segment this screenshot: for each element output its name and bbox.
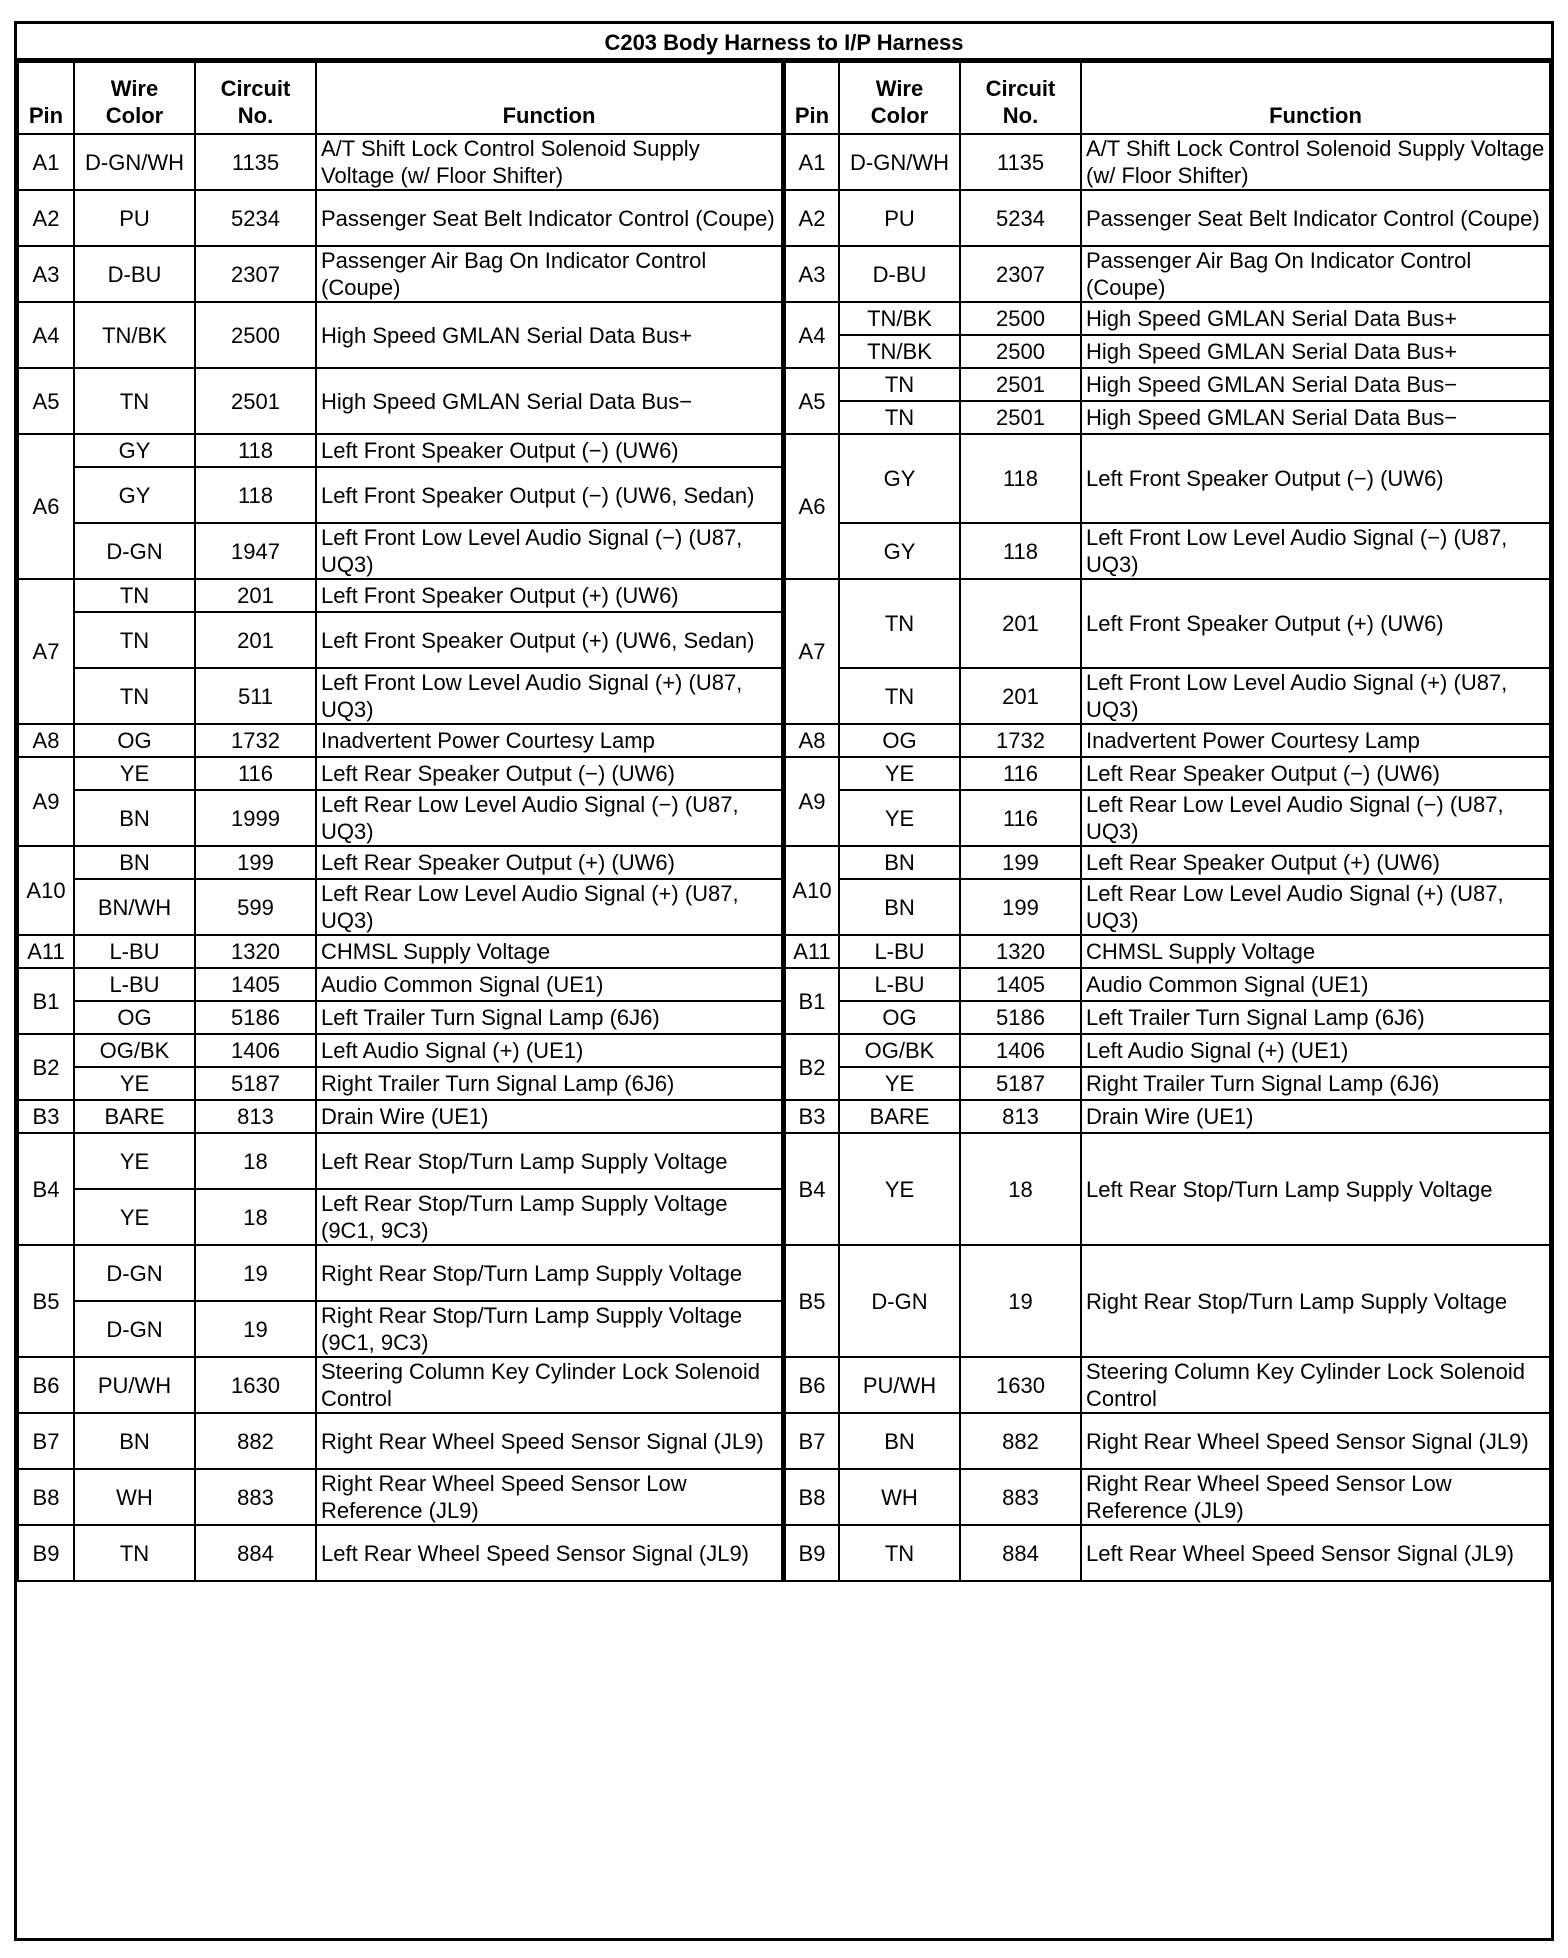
circuit-cell: 884 — [960, 1525, 1081, 1581]
function-cell: Inadvertent Power Courtesy Lamp — [316, 724, 783, 757]
tables-container — [17, 61, 1551, 1582]
wire-color-cell: BN — [839, 1413, 960, 1469]
pin-cell: B2 — [785, 1034, 839, 1100]
function-cell: Drain Wire (UE1) — [316, 1100, 783, 1133]
table-row — [785, 434, 1550, 523]
wire-color-cell: GY — [74, 467, 195, 523]
circuit-cell: 2500 — [960, 335, 1081, 368]
table-row — [18, 1525, 783, 1581]
pin-cell: A3 — [785, 246, 839, 302]
table-row — [18, 579, 783, 612]
pin-cell: A6 — [785, 434, 839, 579]
table-row — [18, 724, 783, 757]
table-row — [18, 1034, 783, 1067]
circuit-cell: 118 — [195, 434, 316, 467]
wire-color-cell: YE — [74, 1133, 195, 1189]
wire-color-cell: TN — [839, 1525, 960, 1581]
table-row — [18, 1469, 783, 1525]
table-row — [785, 1100, 1550, 1133]
function-cell: Left Rear Speaker Output (+) (UW6) — [1081, 846, 1550, 879]
pin-cell: B9 — [785, 1525, 839, 1581]
function-cell: Left Trailer Turn Signal Lamp (6J6) — [1081, 1001, 1550, 1034]
wire-color-cell: TN — [74, 579, 195, 612]
table-row — [785, 846, 1550, 879]
function-cell: Left Front Speaker Output (−) (UW6) — [316, 434, 783, 467]
table-row — [18, 1413, 783, 1469]
circuit-cell: 5187 — [195, 1067, 316, 1100]
function-cell: High Speed GMLAN Serial Data Bus+ — [316, 302, 783, 368]
pin-header: Pin — [785, 62, 839, 134]
table-row — [18, 612, 783, 668]
table-row — [785, 1133, 1550, 1245]
function-cell: High Speed GMLAN Serial Data Bus+ — [1081, 335, 1550, 368]
header-row — [18, 62, 783, 134]
function-cell: Left Rear Speaker Output (−) (UW6) — [1081, 757, 1550, 790]
circuit-cell: 116 — [960, 757, 1081, 790]
function-cell: Passenger Air Bag On Indicator Control (Coupe) — [316, 246, 783, 302]
circuit-cell: 18 — [195, 1189, 316, 1245]
table-row — [18, 757, 783, 790]
circuit-cell: 2501 — [960, 368, 1081, 401]
function-cell: Right Rear Wheel Speed Sensor Signal (JL9) — [316, 1413, 783, 1469]
table-row — [785, 335, 1550, 368]
circuit-cell: 813 — [960, 1100, 1081, 1133]
wire-color-cell: YE — [839, 757, 960, 790]
function-cell: A/T Shift Lock Control Solenoid Supply Voltage (w/ Floor Shifter) — [1081, 134, 1550, 190]
wire-color-cell: D-BU — [839, 246, 960, 302]
function-cell: Left Rear Low Level Audio Signal (+) (U87, UQ3) — [316, 879, 783, 935]
pin-cell: A7 — [18, 579, 74, 724]
function-cell: Left Front Low Level Audio Signal (−) (U87, UQ3) — [1081, 523, 1550, 579]
circuit-cell: 599 — [195, 879, 316, 935]
circuit-cell: 511 — [195, 668, 316, 724]
circuit-cell: 19 — [195, 1301, 316, 1357]
wire-color-cell: GY — [839, 434, 960, 523]
table-row — [18, 846, 783, 879]
circuit-cell: 2307 — [195, 246, 316, 302]
function-cell: Left Rear Wheel Speed Sensor Signal (JL9) — [316, 1525, 783, 1581]
pin-cell: B6 — [785, 1357, 839, 1413]
wire-color-cell: YE — [74, 1189, 195, 1245]
left-pin-table — [17, 61, 784, 1582]
function-cell: Left Rear Stop/Turn Lamp Supply Voltage (9C1, 9C3) — [316, 1189, 783, 1245]
table-row — [18, 190, 783, 246]
function-cell: Left Rear Low Level Audio Signal (−) (U87, UQ3) — [1081, 790, 1550, 846]
table-row — [18, 523, 783, 579]
pin-cell: B1 — [785, 968, 839, 1034]
table-row — [785, 1357, 1550, 1413]
circuit-cell: 1405 — [960, 968, 1081, 1001]
wire-color-header: Wire Color — [839, 62, 960, 134]
function-cell: Left Front Speaker Output (−) (UW6, Sedan) — [316, 467, 783, 523]
table-row — [785, 879, 1550, 935]
wire-color-cell: BN/WH — [74, 879, 195, 935]
table-row — [785, 368, 1550, 401]
table-row — [785, 1469, 1550, 1525]
pin-cell: B1 — [18, 968, 74, 1034]
function-cell: Left Audio Signal (+) (UE1) — [1081, 1034, 1550, 1067]
circuit-cell: 201 — [960, 668, 1081, 724]
function-cell: Right Rear Wheel Speed Sensor Signal (JL9) — [1081, 1413, 1550, 1469]
pin-cell: B6 — [18, 1357, 74, 1413]
function-cell: Left Rear Low Level Audio Signal (+) (U87, UQ3) — [1081, 879, 1550, 935]
pin-cell: A2 — [785, 190, 839, 246]
table-row — [785, 968, 1550, 1001]
wire-color-cell: TN/BK — [839, 302, 960, 335]
pin-cell: B8 — [18, 1469, 74, 1525]
table-row — [785, 1525, 1550, 1581]
function-cell: Left Rear Speaker Output (+) (UW6) — [316, 846, 783, 879]
table-row — [785, 1245, 1550, 1357]
function-cell: Right Rear Stop/Turn Lamp Supply Voltage (9C1, 9C3) — [316, 1301, 783, 1357]
circuit-cell: 2501 — [195, 368, 316, 434]
function-header: Function — [1081, 62, 1550, 134]
table-row — [18, 302, 783, 368]
circuit-cell: 118 — [960, 434, 1081, 523]
wire-color-cell: TN — [74, 668, 195, 724]
function-cell: Left Rear Wheel Speed Sensor Signal (JL9) — [1081, 1525, 1550, 1581]
circuit-cell: 883 — [195, 1469, 316, 1525]
pin-cell: A8 — [785, 724, 839, 757]
function-cell: Audio Common Signal (UE1) — [316, 968, 783, 1001]
circuit-cell: 1406 — [195, 1034, 316, 1067]
right-half — [784, 61, 1551, 1582]
function-cell: Left Rear Stop/Turn Lamp Supply Voltage — [316, 1133, 783, 1189]
wire-color-cell: OG/BK — [839, 1034, 960, 1067]
table-row — [785, 190, 1550, 246]
function-cell: Left Rear Speaker Output (−) (UW6) — [316, 757, 783, 790]
circuit-cell: 882 — [195, 1413, 316, 1469]
right-table-body — [785, 134, 1550, 1581]
pin-cell: A1 — [785, 134, 839, 190]
function-cell: Left Trailer Turn Signal Lamp (6J6) — [316, 1001, 783, 1034]
wire-color-cell: TN — [839, 668, 960, 724]
table-row — [18, 1067, 783, 1100]
pin-cell: B4 — [18, 1133, 74, 1245]
circuit-cell: 118 — [960, 523, 1081, 579]
wire-color-cell: TN/BK — [839, 335, 960, 368]
table-row — [18, 668, 783, 724]
left-half — [17, 61, 784, 1582]
wire-color-cell: OG — [839, 1001, 960, 1034]
table-row — [18, 1245, 783, 1301]
connector-table-sheet — [14, 21, 1554, 1941]
circuit-cell: 883 — [960, 1469, 1081, 1525]
function-cell: Left Front Speaker Output (+) (UW6) — [316, 579, 783, 612]
circuit-header: Circuit No. — [195, 62, 316, 134]
wire-color-cell: D-GN/WH — [839, 134, 960, 190]
wire-color-cell: TN — [74, 612, 195, 668]
function-cell: A/T Shift Lock Control Solenoid Supply Voltage (w/ Floor Shifter) — [316, 134, 783, 190]
pin-cell: A9 — [18, 757, 74, 846]
wire-color-cell: TN/BK — [74, 302, 195, 368]
function-cell: Left Front Speaker Output (+) (UW6) — [1081, 579, 1550, 668]
header-row — [785, 62, 1550, 134]
pin-cell: A9 — [785, 757, 839, 846]
function-cell: Right Trailer Turn Signal Lamp (6J6) — [316, 1067, 783, 1100]
table-row — [785, 246, 1550, 302]
wire-color-cell: OG — [74, 724, 195, 757]
pin-cell: B5 — [785, 1245, 839, 1357]
wire-color-cell: TN — [74, 1525, 195, 1581]
wire-color-cell: TN — [839, 401, 960, 434]
pin-cell: A3 — [18, 246, 74, 302]
function-cell: Steering Column Key Cylinder Lock Solenoid Control — [1081, 1357, 1550, 1413]
wire-color-cell: L-BU — [839, 968, 960, 1001]
circuit-cell: 1320 — [195, 935, 316, 968]
table-row — [785, 1413, 1550, 1469]
right-pin-table — [784, 61, 1551, 1582]
circuit-cell: 199 — [960, 879, 1081, 935]
function-cell: Right Rear Stop/Turn Lamp Supply Voltage — [1081, 1245, 1550, 1357]
table-row — [18, 879, 783, 935]
wire-color-cell: WH — [74, 1469, 195, 1525]
circuit-cell: 2500 — [960, 302, 1081, 335]
function-cell: Left Rear Stop/Turn Lamp Supply Voltage — [1081, 1133, 1550, 1245]
function-cell: Audio Common Signal (UE1) — [1081, 968, 1550, 1001]
circuit-cell: 1999 — [195, 790, 316, 846]
table-row — [785, 935, 1550, 968]
wire-color-cell: BN — [839, 879, 960, 935]
table-row — [785, 1034, 1550, 1067]
wire-color-cell: L-BU — [74, 935, 195, 968]
circuit-cell: 2307 — [960, 246, 1081, 302]
table-row — [785, 302, 1550, 335]
wire-color-cell: OG — [74, 1001, 195, 1034]
circuit-cell: 5187 — [960, 1067, 1081, 1100]
pin-cell: A7 — [785, 579, 839, 724]
function-cell: Passenger Seat Belt Indicator Control (Coupe) — [316, 190, 783, 246]
wire-color-cell: YE — [839, 790, 960, 846]
table-row — [18, 968, 783, 1001]
wire-color-cell: OG/BK — [74, 1034, 195, 1067]
table-row — [785, 401, 1550, 434]
circuit-cell: 201 — [195, 612, 316, 668]
wire-color-cell: D-GN — [839, 1245, 960, 1357]
wire-color-cell: PU/WH — [839, 1357, 960, 1413]
table-row — [18, 1133, 783, 1189]
circuit-cell: 1405 — [195, 968, 316, 1001]
table-row — [18, 1001, 783, 1034]
table-row — [18, 1100, 783, 1133]
circuit-cell: 884 — [195, 1525, 316, 1581]
table-row — [18, 1357, 783, 1413]
table-row — [785, 1067, 1550, 1100]
wire-color-cell: GY — [74, 434, 195, 467]
table-row — [18, 134, 783, 190]
wire-color-cell: BN — [839, 846, 960, 879]
function-cell: Right Rear Wheel Speed Sensor Low Reference (JL9) — [1081, 1469, 1550, 1525]
function-cell: High Speed GMLAN Serial Data Bus− — [1081, 401, 1550, 434]
circuit-cell: 882 — [960, 1413, 1081, 1469]
circuit-cell: 5234 — [960, 190, 1081, 246]
function-cell: High Speed GMLAN Serial Data Bus− — [1081, 368, 1550, 401]
wire-color-cell: BN — [74, 1413, 195, 1469]
table-row — [18, 246, 783, 302]
circuit-cell: 18 — [195, 1133, 316, 1189]
table-row — [18, 790, 783, 846]
function-cell: Steering Column Key Cylinder Lock Solenoid Control — [316, 1357, 783, 1413]
circuit-header: Circuit No. — [960, 62, 1081, 134]
circuit-cell: 2500 — [195, 302, 316, 368]
wire-color-cell: PU/WH — [74, 1357, 195, 1413]
function-header: Function — [316, 62, 783, 134]
circuit-cell: 1630 — [960, 1357, 1081, 1413]
function-cell: Drain Wire (UE1) — [1081, 1100, 1550, 1133]
left-table-body — [18, 134, 783, 1581]
table-row — [18, 467, 783, 523]
circuit-cell: 1135 — [195, 134, 316, 190]
function-cell: Left Front Speaker Output (−) (UW6) — [1081, 434, 1550, 523]
pin-cell: B8 — [785, 1469, 839, 1525]
pin-cell: A4 — [18, 302, 74, 368]
wire-color-cell: D-GN — [74, 523, 195, 579]
circuit-cell: 5234 — [195, 190, 316, 246]
circuit-cell: 1732 — [960, 724, 1081, 757]
wire-color-cell: TN — [839, 368, 960, 401]
circuit-cell: 18 — [960, 1133, 1081, 1245]
circuit-cell: 5186 — [960, 1001, 1081, 1034]
wire-color-cell: D-GN/WH — [74, 134, 195, 190]
table-row — [785, 724, 1550, 757]
pin-cell: B9 — [18, 1525, 74, 1581]
pin-cell: A6 — [18, 434, 74, 579]
circuit-cell: 199 — [195, 846, 316, 879]
circuit-cell: 1135 — [960, 134, 1081, 190]
pin-cell: B4 — [785, 1133, 839, 1245]
wire-color-cell: L-BU — [839, 935, 960, 968]
pin-cell: B5 — [18, 1245, 74, 1357]
table-row — [785, 790, 1550, 846]
circuit-cell: 1320 — [960, 935, 1081, 968]
pin-cell: A11 — [785, 935, 839, 968]
circuit-cell: 1406 — [960, 1034, 1081, 1067]
wire-color-cell: PU — [839, 190, 960, 246]
function-cell: CHMSL Supply Voltage — [1081, 935, 1550, 968]
wire-color-cell: WH — [839, 1469, 960, 1525]
circuit-cell: 116 — [960, 790, 1081, 846]
function-cell: Left Front Low Level Audio Signal (+) (U87, UQ3) — [316, 668, 783, 724]
wire-color-cell: YE — [839, 1133, 960, 1245]
pin-cell: A5 — [785, 368, 839, 434]
pin-cell: A2 — [18, 190, 74, 246]
table-row — [18, 1301, 783, 1357]
wire-color-cell: YE — [74, 1067, 195, 1100]
table-title: C203 Body Harness to I/P Harness — [17, 24, 1551, 61]
pin-cell: B2 — [18, 1034, 74, 1100]
function-cell: Passenger Seat Belt Indicator Control (Coupe) — [1081, 190, 1550, 246]
circuit-cell: 1732 — [195, 724, 316, 757]
wire-color-header: Wire Color — [74, 62, 195, 134]
table-row — [18, 1189, 783, 1245]
function-cell: Left Front Low Level Audio Signal (+) (U87, UQ3) — [1081, 668, 1550, 724]
circuit-cell: 19 — [960, 1245, 1081, 1357]
circuit-cell: 201 — [195, 579, 316, 612]
table-row — [785, 668, 1550, 724]
pin-cell: B3 — [18, 1100, 74, 1133]
table-row — [785, 757, 1550, 790]
circuit-cell: 813 — [195, 1100, 316, 1133]
function-cell: Right Rear Wheel Speed Sensor Low Reference (JL9) — [316, 1469, 783, 1525]
function-cell: Passenger Air Bag On Indicator Control (Coupe) — [1081, 246, 1550, 302]
function-cell: Right Trailer Turn Signal Lamp (6J6) — [1081, 1067, 1550, 1100]
wire-color-cell: D-BU — [74, 246, 195, 302]
table-row — [18, 434, 783, 467]
function-cell: High Speed GMLAN Serial Data Bus+ — [1081, 302, 1550, 335]
circuit-cell: 1947 — [195, 523, 316, 579]
wire-color-cell: OG — [839, 724, 960, 757]
wire-color-cell: D-GN — [74, 1245, 195, 1301]
pin-cell: A4 — [785, 302, 839, 368]
wire-color-cell: TN — [74, 368, 195, 434]
table-row — [18, 935, 783, 968]
function-cell: Left Front Low Level Audio Signal (−) (U87, UQ3) — [316, 523, 783, 579]
circuit-cell: 116 — [195, 757, 316, 790]
wire-color-cell: BARE — [74, 1100, 195, 1133]
table-row — [785, 523, 1550, 579]
circuit-cell: 199 — [960, 846, 1081, 879]
pin-cell: A5 — [18, 368, 74, 434]
wire-color-cell: YE — [839, 1067, 960, 1100]
wire-color-cell: L-BU — [74, 968, 195, 1001]
table-row — [785, 134, 1550, 190]
function-cell: Left Front Speaker Output (+) (UW6, Sedan) — [316, 612, 783, 668]
wire-color-cell: PU — [74, 190, 195, 246]
circuit-cell: 201 — [960, 579, 1081, 668]
pin-cell: B7 — [18, 1413, 74, 1469]
function-cell: CHMSL Supply Voltage — [316, 935, 783, 968]
function-cell: High Speed GMLAN Serial Data Bus− — [316, 368, 783, 434]
function-cell: Inadvertent Power Courtesy Lamp — [1081, 724, 1550, 757]
circuit-cell: 1630 — [195, 1357, 316, 1413]
function-cell: Left Rear Low Level Audio Signal (−) (U87, UQ3) — [316, 790, 783, 846]
function-cell: Right Rear Stop/Turn Lamp Supply Voltage — [316, 1245, 783, 1301]
circuit-cell: 5186 — [195, 1001, 316, 1034]
wire-color-cell: D-GN — [74, 1301, 195, 1357]
pin-cell: A1 — [18, 134, 74, 190]
circuit-cell: 118 — [195, 467, 316, 523]
wire-color-cell: GY — [839, 523, 960, 579]
wire-color-cell: TN — [839, 579, 960, 668]
table-row — [785, 579, 1550, 668]
pin-cell: A10 — [18, 846, 74, 935]
wire-color-cell: YE — [74, 757, 195, 790]
pin-cell: A11 — [18, 935, 74, 968]
pin-cell: A8 — [18, 724, 74, 757]
circuit-cell: 2501 — [960, 401, 1081, 434]
wire-color-cell: BN — [74, 846, 195, 879]
table-row — [785, 1001, 1550, 1034]
circuit-cell: 19 — [195, 1245, 316, 1301]
pin-cell: B3 — [785, 1100, 839, 1133]
table-row — [18, 368, 783, 434]
pin-header: Pin — [18, 62, 74, 134]
wire-color-cell: BARE — [839, 1100, 960, 1133]
pin-cell: B7 — [785, 1413, 839, 1469]
wire-color-cell: BN — [74, 790, 195, 846]
function-cell: Left Audio Signal (+) (UE1) — [316, 1034, 783, 1067]
pin-cell: A10 — [785, 846, 839, 935]
